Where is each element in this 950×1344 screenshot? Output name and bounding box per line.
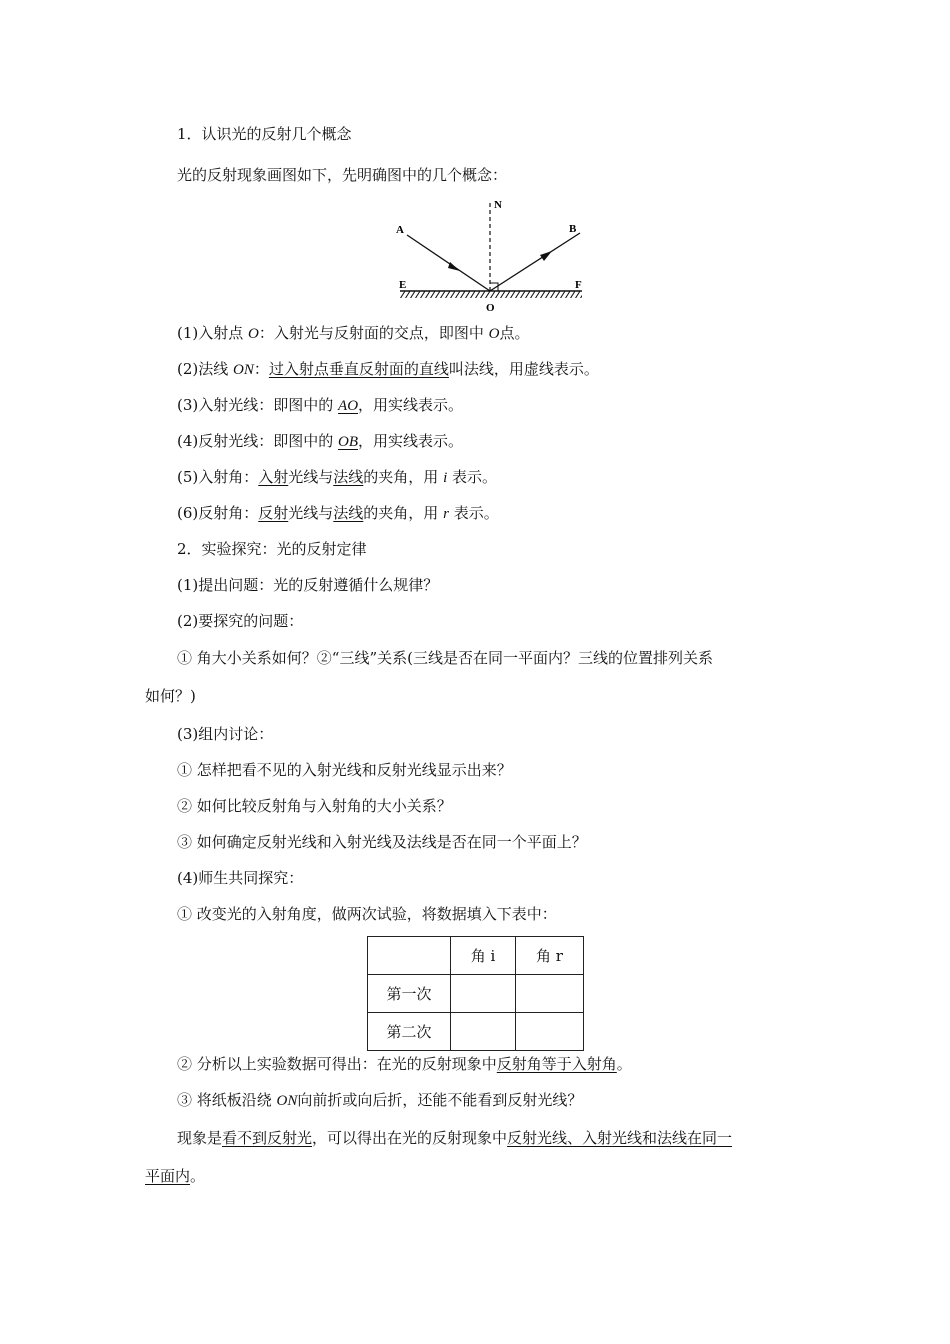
table-header-row <box>368 937 584 975</box>
question-3: (3)组内讨论： <box>177 725 274 743</box>
conclusion-4: 现象是看不到反射光，可以得出在光的反射现象中反射光线、入射光线和法线在同一 <box>177 1129 733 1147</box>
item-6: (6)反射角：反射光线与法线的夹角，用 r 表示。 <box>177 504 499 522</box>
table-cell-i[interactable] <box>451 1013 516 1051</box>
table-header-cell <box>368 937 451 975</box>
question-2: (2)要探究的问题： <box>177 612 304 630</box>
reflected-arrow <box>540 251 552 261</box>
conclusion-5: 平面内。 <box>145 1167 206 1185</box>
item-4: (4)反射光线：即图中的 OB，用实线表示。 <box>177 432 464 450</box>
item-3: (3)入射光线：即图中的 AO，用实线表示。 <box>177 396 464 414</box>
label-n: N <box>494 199 502 211</box>
section2-heading: 2．实验探究：光的反射定律 <box>177 540 367 558</box>
incident-arrow <box>448 262 460 271</box>
reflection-diagram <box>390 195 590 320</box>
incident-ray-ao <box>407 235 490 291</box>
question-1: (1)提出问题：光的反射遵循什么规律？ <box>177 576 439 594</box>
item-2: (2)法线 ON：过入射点垂直反射面的直线叫法线，用虚线表示。 <box>177 360 599 378</box>
table-row-label: 第一次 <box>368 975 451 1013</box>
table-row-label: 第二次 <box>368 1013 451 1051</box>
table-row <box>368 975 584 1013</box>
item-5: (5)入射角：入射光线与法线的夹角，用 i 表示。 <box>177 468 498 486</box>
label-e: E <box>399 279 407 291</box>
label-f: F <box>575 279 582 291</box>
table-header-cell: 角 i <box>451 937 516 975</box>
reflected-ray-ob <box>490 233 580 291</box>
mirror-hatching <box>400 291 582 298</box>
table-header-cell: 角 r <box>516 937 584 975</box>
question-4: (4)师生共同探究： <box>177 869 304 887</box>
table-cell-r[interactable] <box>516 975 584 1013</box>
table-row <box>368 1013 584 1051</box>
conclusion-2: ② 分析以上实验数据可得出：在光的反射现象中反射角等于入射角。 <box>177 1055 632 1073</box>
question-3a: ① 怎样把看不见的入射光线和反射光线显示出来？ <box>177 761 512 779</box>
conclusion-3: ③ 将纸板沿绕 ON向前折或向后折，还能不能看到反射光线？ <box>177 1091 583 1109</box>
question-3b: ② 如何比较反射角与入射角的大小关系？ <box>177 797 452 815</box>
table-cell-i[interactable] <box>451 975 516 1013</box>
question-3c: ③ 如何确定反射光线和入射光线及法线是否在同一个平面上？ <box>177 833 587 851</box>
section1-intro: 光的反射现象画图如下，先明确图中的几个概念： <box>177 166 508 184</box>
label-o: O <box>486 302 495 314</box>
question-2b: 如何？) <box>145 687 196 705</box>
label-b: B <box>569 223 577 235</box>
question-2a: ① 角大小关系如何？②“三线”关系(三线是否在同一平面内？三线的位置排列关系 <box>177 649 713 667</box>
section1-heading: 1．认识光的反射几个概念 <box>177 125 352 143</box>
item-1: (1)入射点 O：入射光与反射面的交点，即图中 O点。 <box>177 324 530 342</box>
data-table <box>367 936 584 1051</box>
label-a: A <box>396 224 404 236</box>
question-4a: ① 改变光的入射角度，做两次试验，将数据填入下表中： <box>177 905 557 923</box>
table-cell-r[interactable] <box>516 1013 584 1051</box>
